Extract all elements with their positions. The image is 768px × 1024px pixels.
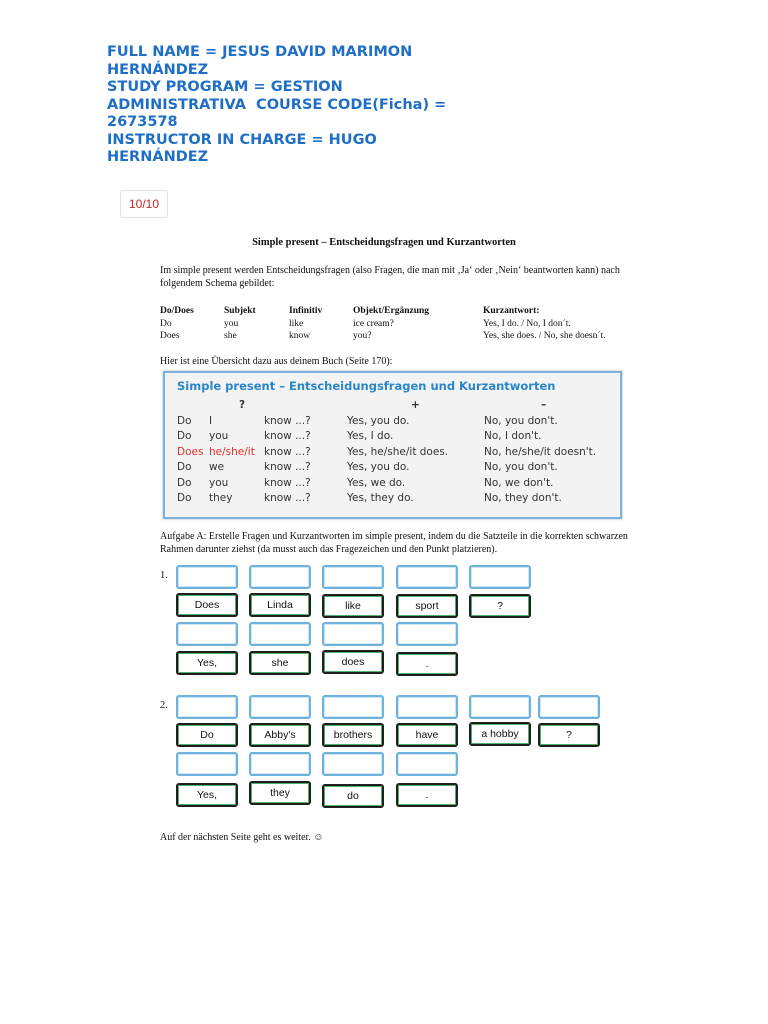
schema-cell: Yes, I do. / No, I don´t. (483, 318, 571, 329)
word-tile[interactable]: do (322, 784, 384, 808)
question-symbol: ? (239, 399, 246, 411)
drop-slot[interactable] (176, 622, 238, 646)
schema-cell: you (224, 318, 239, 329)
header-line: ADMINISTRATIVA COURSE CODE(Ficha) = (107, 96, 447, 113)
worksheet-title: Simple present – Entscheidungsfragen und Kurzantworten (252, 237, 516, 248)
drop-slot[interactable] (322, 695, 384, 719)
drop-slot[interactable] (249, 622, 311, 646)
schema-cell: like (289, 318, 304, 329)
schema-header: Subjekt (224, 306, 256, 316)
drop-slot[interactable] (322, 752, 384, 776)
book-cell: Do (177, 430, 192, 442)
drop-slot[interactable] (396, 565, 458, 589)
schema-cell: you? (353, 331, 372, 341)
header-line: INSTRUCTOR IN CHARGE = HUGO (107, 131, 377, 148)
book-cell: No, we don't. (484, 476, 554, 489)
book-cell: Yes, they do. (347, 492, 414, 504)
schema-cell: Do (160, 318, 172, 329)
word-tile[interactable]: Yes, (176, 783, 238, 807)
book-cell: Do (177, 461, 192, 473)
book-cell: No, you don't. (484, 414, 558, 427)
word-tile[interactable]: does (322, 650, 384, 674)
word-tile[interactable]: a hobby (469, 722, 531, 746)
word-tile[interactable]: Do (176, 723, 238, 747)
drop-slot[interactable] (396, 752, 458, 776)
drop-slot[interactable] (396, 622, 458, 646)
schema-header: Kurzantwort: (483, 306, 540, 316)
drop-slot[interactable] (176, 565, 238, 589)
schema-header: Infinitiv (289, 306, 323, 316)
book-cell: No, they don't. (484, 492, 562, 504)
book-cell: he/she/it (209, 445, 255, 458)
book-box-title: Simple present – Entscheidungsfragen und Kurzantworten (177, 379, 556, 393)
book-cell: Yes, we do. (347, 476, 406, 489)
book-cell: we (209, 461, 225, 473)
header-line: STUDY PROGRAM = GESTION (107, 79, 343, 95)
exercise-number: 1. (160, 570, 168, 581)
schema-cell: Does (160, 331, 180, 341)
header-line: HERNÁNDEZ (107, 61, 209, 78)
schema-cell: she (224, 331, 237, 341)
intro-text: Im simple present werden Entscheidungsfragen (also Fragen, die man mit ‚Ja‘ oder ‚Nein‘ beantworten kann) nach folgendem Schema gebildet: (160, 265, 620, 289)
book-cell: Yes, you do. (347, 414, 410, 427)
book-cell: Do (177, 476, 192, 489)
header-line: 2673578 (107, 114, 178, 130)
header-line: HERNÁNDEZ (107, 149, 209, 165)
drop-slot[interactable] (249, 565, 311, 589)
drop-slot[interactable] (396, 695, 458, 719)
book-cell: Yes, I do. (347, 430, 394, 442)
exercise-number: 2. (160, 700, 168, 711)
book-cell: I (209, 414, 213, 427)
book-cell: No, he/she/it doesn't. (484, 445, 597, 458)
drop-slot[interactable] (538, 695, 600, 719)
word-tile[interactable]: they (249, 781, 311, 805)
score-badge: 10/10 (120, 190, 168, 218)
book-cell: Do (177, 414, 192, 427)
task-instructions: Aufgabe A: Erstelle Fragen und Kurzantworten im simple present, indem du die Satzteile in die korrekten schwarzen Rahmen darunter ziehst (da musst auch das Fragezeichen und den Punkt platzieren). (160, 531, 628, 555)
minus-symbol: – (541, 399, 547, 411)
drop-slot[interactable] (322, 565, 384, 589)
drop-slot[interactable] (249, 752, 311, 776)
book-cell: you (209, 430, 229, 442)
book-cell: No, you don't. (484, 461, 558, 473)
book-cell: know ...? (264, 476, 311, 489)
word-tile[interactable]: Linda (249, 593, 311, 617)
student-info-header (107, 44, 447, 167)
book-cell: know ...? (264, 445, 311, 458)
book-cell: know ...? (264, 414, 311, 427)
book-cell: Yes, he/she/it does. (347, 445, 449, 458)
word-tile[interactable]: brothers (322, 723, 384, 747)
book-cell: know ...? (264, 461, 311, 473)
drop-slot[interactable] (249, 695, 311, 719)
book-cell: know ...? (264, 430, 311, 442)
word-tile[interactable]: Does (176, 593, 238, 617)
word-tile[interactable]: have (396, 723, 458, 747)
drop-slot[interactable] (176, 752, 238, 776)
schema-header: Objekt/Ergänzung (353, 306, 430, 316)
book-cell: No, I don't. (484, 430, 542, 442)
word-tile[interactable]: like (322, 594, 384, 618)
schema-cell: ice cream? (353, 318, 394, 329)
book-cell: Does (177, 445, 204, 458)
word-tile[interactable]: Yes, (176, 651, 238, 675)
word-tile[interactable]: ? (538, 723, 600, 747)
word-tile[interactable]: she (249, 651, 311, 675)
drop-slot[interactable] (322, 622, 384, 646)
footer-note: Auf der nächsten Seite geht es weiter. ☺ (160, 832, 324, 843)
plus-symbol: + (411, 399, 420, 411)
book-cell: you (209, 476, 229, 489)
book-overview-box (163, 371, 622, 519)
drop-slot[interactable] (176, 695, 238, 719)
schema-header: Do/Does (160, 306, 194, 316)
book-cell: Yes, you do. (347, 461, 410, 473)
overview-label: Hier ist eine Übersicht dazu aus deinem Buch (Seite 170): (160, 356, 393, 367)
drop-slot[interactable] (469, 565, 531, 589)
drop-slot[interactable] (469, 695, 531, 719)
word-tile[interactable]: . (396, 783, 458, 807)
word-tile[interactable]: sport (396, 594, 458, 618)
word-tile[interactable]: Abby's (249, 723, 311, 747)
schema-cell: know (289, 331, 311, 341)
header-line: FULL NAME = JESUS DAVID MARIMON (107, 44, 413, 60)
schema-cell: Yes, she does. / No, she doesn´t. (483, 331, 606, 341)
book-cell: know ...? (264, 492, 311, 504)
book-cell: they (209, 492, 233, 504)
book-cell: Do (177, 492, 192, 504)
word-tile[interactable]: ? (469, 594, 531, 618)
word-tile[interactable]: . (396, 652, 458, 676)
